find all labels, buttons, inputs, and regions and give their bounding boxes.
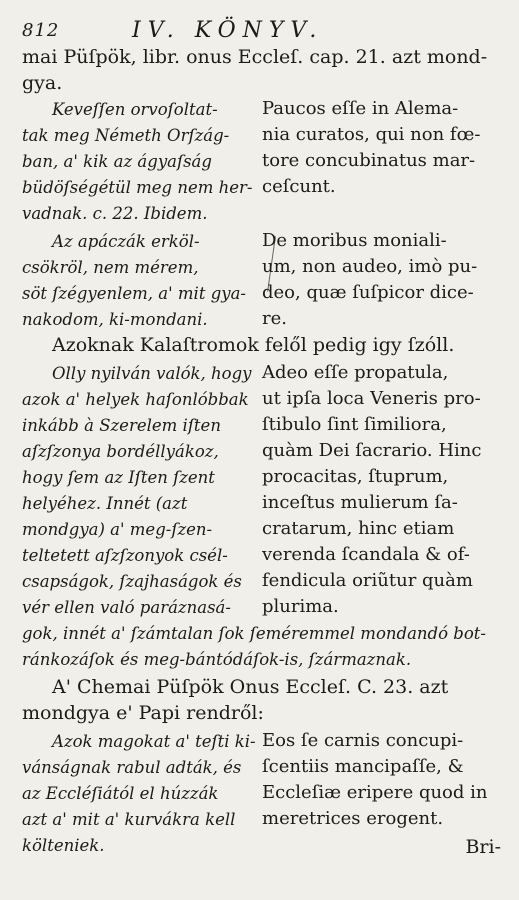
hungarian-line: csökröl, nem mérem,: [22, 258, 199, 277]
hungarian-line: vér ellen való paráznasá-: [22, 598, 231, 617]
hungarian-line: azt a' mit a' kurvákra kell: [22, 810, 236, 829]
text-line: gya.: [22, 72, 63, 94]
hungarian-line: Az apáczák erköl-: [52, 232, 200, 251]
latin-line: um, non audeo, imò pu-: [262, 256, 478, 277]
text-line: mondgya e' Papi rendről:: [22, 702, 264, 724]
page-header: [22, 18, 503, 46]
hungarian-line: teltetett aſzſzonyok csél-: [22, 546, 228, 565]
latin-line: verenda ſcandala & of-: [262, 544, 470, 565]
latin-line: ſcentiis mancipaſſe, &: [262, 756, 464, 777]
running-title: IV. KÖNYV.: [132, 18, 324, 43]
hungarian-line: vadnak. c. 22. Ibidem.: [22, 204, 208, 223]
latin-line: Adeo eſſe propatula,: [262, 362, 449, 383]
latin-line: Eos ſe carnis concupi-: [262, 730, 464, 751]
latin-line: ſtibulo ſint ſimiliora,: [262, 414, 447, 435]
hungarian-line: ban, a' kik az ágyaſság: [22, 152, 212, 171]
hungarian-line: Keveſſen orvoſoltat-: [52, 100, 218, 119]
latin-line: Eccleſiæ eripere quod in: [262, 782, 488, 803]
latin-line: re.: [262, 308, 287, 329]
hungarian-line: aſzſzonya bordéllyákoz,: [22, 442, 219, 461]
hungarian-line: inkább à Szerelem iſten: [22, 416, 221, 435]
latin-line: inceſtus mulierum ſa-: [262, 492, 458, 513]
hungarian-line: költeniek.: [22, 836, 105, 855]
hungarian-line: nakodom, ki-mondani.: [22, 310, 208, 329]
catchword: Bri-: [465, 836, 501, 858]
page-number: 812: [22, 20, 60, 41]
hungarian-line: gok, innét a' ſzámtalan ſok ſeméremmel mondandó bot-: [22, 624, 486, 643]
hungarian-line: vánságnak rabul adták, és: [22, 758, 242, 777]
latin-line: tore concubinatus mar-: [262, 150, 476, 171]
text-line: Azoknak Kalaſtromok felől pedig igy ſzóll.: [52, 334, 455, 356]
hungarian-line: büdöſségétül meg nem her-: [22, 178, 253, 197]
latin-line: procacitas, ſtuprum,: [262, 466, 449, 487]
hungarian-line: tak meg Németh Orſzág-: [22, 126, 230, 145]
text-line: A' Chemai Püſpök Onus Eccleſ. C. 23. azt: [52, 676, 449, 698]
hungarian-line: hogy ſem az Iſten ſzent: [22, 468, 215, 487]
latin-line: ceſcunt.: [262, 176, 336, 197]
text-line: mai Püſpök, libr. onus Eccleſ. cap. 21. azt mond-: [22, 46, 488, 68]
hungarian-line: söt ſzégyenlem, a' mit gya-: [22, 284, 247, 303]
hungarian-line: azok a' helyek haſonlóbbak: [22, 390, 249, 409]
hungarian-line: az Eccléſiától el húzzák: [22, 784, 219, 803]
latin-line: Paucos eſſe in Alema-: [262, 98, 459, 119]
latin-line: deo, quæ ſuſpicor dice-: [262, 282, 474, 303]
hungarian-line: ránkozáſok és meg-bántódáſok-is, ſzármaznak.: [22, 650, 412, 669]
latin-line: quàm Dei ſacrario. Hinc: [262, 440, 482, 461]
latin-line: nia curatos, qui non fœ-: [262, 124, 481, 145]
latin-line: De moribus moniali-: [262, 230, 447, 251]
hungarian-line: Olly nyilván valók, hogy: [52, 364, 252, 383]
latin-line: meretrices erogent.: [262, 808, 444, 829]
latin-line: plurima.: [262, 596, 339, 617]
hungarian-line: Azok magokat a' teſti ki-: [52, 732, 256, 751]
hungarian-line: helyéhez. Innét (azt: [22, 494, 188, 513]
latin-line: cratarum, hinc etiam: [262, 518, 455, 539]
latin-line: ut ipſa loca Veneris pro-: [262, 388, 481, 409]
latin-line: fendicula oriũtur quàm: [262, 570, 473, 591]
hungarian-line: csapságok, ſzajhaságok és: [22, 572, 242, 591]
hungarian-line: mondgya) a' meg-ſzen-: [22, 520, 213, 539]
